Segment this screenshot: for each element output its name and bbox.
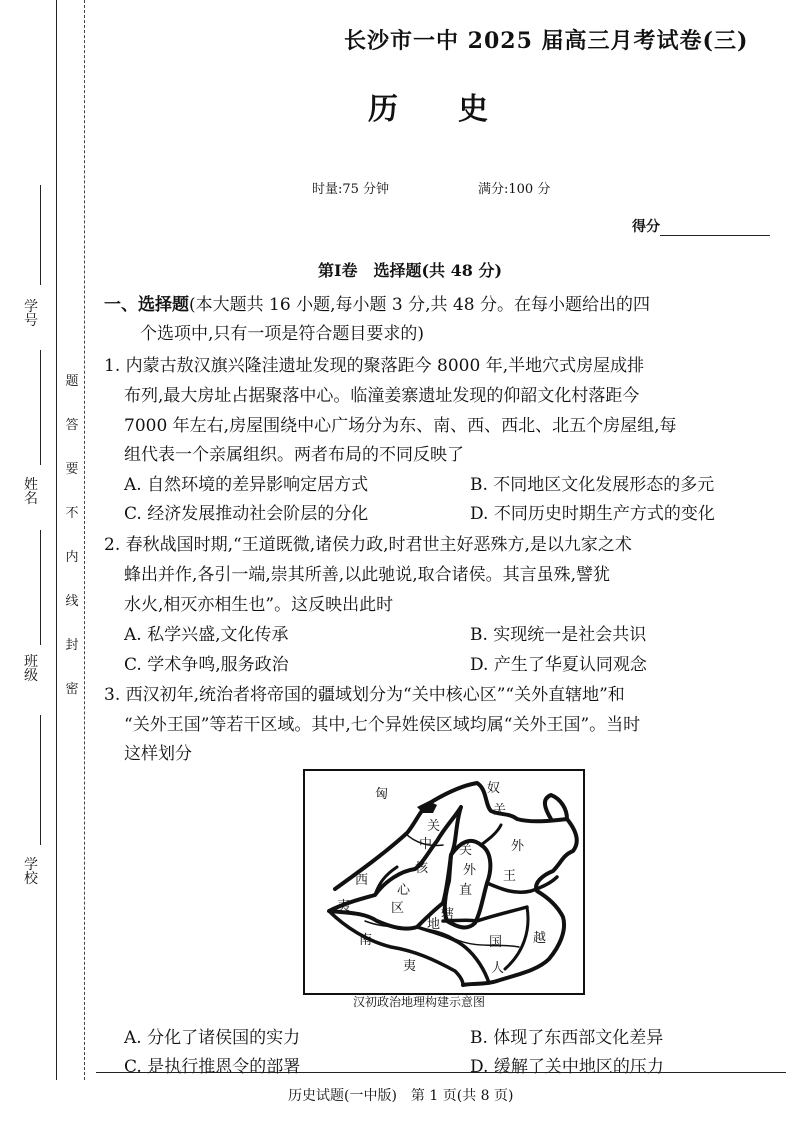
map-label: 人 <box>491 961 505 976</box>
seal-char: 要 <box>65 462 79 477</box>
instruction-line: 个选项中,只有一项是符合题目要求的) <box>140 324 425 344</box>
name-label: 姓名 <box>24 477 38 507</box>
map-label: 外 <box>511 839 525 854</box>
map-label: 夷 <box>403 959 417 974</box>
seal-char: 不 <box>65 506 79 521</box>
map-label: 关 <box>493 803 507 818</box>
score-blank[interactable] <box>660 221 770 236</box>
volume-title: 第Ⅰ卷 选择题(共 48 分) <box>318 261 503 280</box>
q3-option-d[interactable]: D. 缓解了关中地区的压力 <box>470 1057 664 1077</box>
q1-option-d[interactable]: D. 不同历史时期生产方式的变化 <box>470 504 715 524</box>
q2-option-c[interactable]: C. 学术争鸣,服务政治 <box>124 655 289 675</box>
name-blank[interactable] <box>40 350 41 465</box>
seal-char: 密 <box>65 682 79 697</box>
map-drawing <box>305 771 583 993</box>
q1-option-b[interactable]: B. 不同地区文化发展形态的多元 <box>470 475 715 495</box>
han-map <box>303 769 585 995</box>
question-1-line: 1. 内蒙古敖汉旗兴隆洼遗址发现的聚落距今 8000 年,半地穴式房屋成排 <box>104 356 645 376</box>
question-3-line: 3. 西汉初年,统治者将帝国的疆域划分为“关中核心区”“关外直辖地”和 <box>104 685 625 705</box>
exam-time: 时量:75 分钟 <box>312 182 390 197</box>
map-label: 关 <box>459 843 473 858</box>
map-label: 越 <box>533 931 547 946</box>
score-label: 得分 <box>632 219 660 235</box>
subject-title: 历史 <box>368 92 548 127</box>
seal-char: 题 <box>65 374 79 389</box>
question-2-line: 蜂出并作,各引一端,崇其所善,以此驰说,取合诸侯。其言虽殊,譬犹 <box>124 565 611 585</box>
map-label: 外 <box>463 863 477 878</box>
map-label: 直 <box>459 883 473 898</box>
binding-line <box>56 0 57 1080</box>
q1-option-a[interactable]: A. 自然环境的差异影响定居方式 <box>124 475 369 495</box>
class-blank[interactable] <box>40 530 41 645</box>
question-1-line: 组代表一个亲属组织。两者布局的不同反映了 <box>124 445 464 465</box>
seal-line <box>84 0 85 1080</box>
seal-char: 封 <box>65 638 79 653</box>
q2-option-b[interactable]: B. 实现统一是社会共识 <box>470 625 647 645</box>
school-blank[interactable] <box>40 715 41 845</box>
map-label: 夷 <box>337 899 351 914</box>
footer-divider <box>96 1072 786 1073</box>
q3-option-c[interactable]: C. 是执行推恩令的部署 <box>124 1057 301 1077</box>
instruction-line: (本大题共 16 小题,每小题 3 分,共 48 分。在每小题给出的四 <box>189 295 650 315</box>
q3-option-b[interactable]: B. 体现了东西部文化差异 <box>470 1028 664 1048</box>
student-id-blank[interactable] <box>40 185 41 285</box>
map-caption: 汉初政治地理构建示意图 <box>353 995 486 1009</box>
question-3-line: 这样划分 <box>124 744 192 764</box>
map-label: 西 <box>355 873 369 888</box>
score-field[interactable] <box>632 216 770 236</box>
part-instruction <box>104 290 650 315</box>
page-footer: 历史试题(一中版) 第 1 页(共 8 页) <box>288 1088 514 1104</box>
map-label: 关 <box>427 819 441 834</box>
seal-char: 内 <box>65 550 79 565</box>
question-2-line: 2. 春秋战国时期,“王道既微,诸侯力政,时君世主好恶殊方,是以九家之术 <box>104 535 632 555</box>
part-heading: 一、选择题 <box>104 295 189 315</box>
question-3-line: “关外王国”等若干区域。其中,七个异姓侯区域均属“关外王国”。当时 <box>124 715 641 735</box>
map-label: 辖 <box>441 907 455 922</box>
map-label: 南 <box>359 933 373 948</box>
q2-option-a[interactable]: A. 私学兴盛,文化传承 <box>124 625 289 645</box>
map-label: 核 <box>415 861 429 876</box>
student-id-label: 学号 <box>24 299 38 329</box>
question-1-line: 布列,最大房址占据聚落中心。临潼姜寨遗址发现的仰韶文化村落距今 <box>124 386 640 406</box>
q3-option-a[interactable]: A. 分化了诸侯国的实力 <box>124 1028 301 1048</box>
exam-title: 长沙市一中 2025 届高三月考试卷(三) <box>344 28 749 54</box>
seal-char: 线 <box>65 594 79 609</box>
map-label: 国 <box>489 935 503 950</box>
map-label: 区 <box>391 901 405 916</box>
question-2-line: 水火,相灭亦相生也”。这反映出此时 <box>124 595 394 615</box>
class-label: 班级 <box>24 654 38 684</box>
map-label: 地 <box>427 917 441 932</box>
map-label: 心 <box>397 883 411 898</box>
map-label: 中 <box>419 837 433 852</box>
map-label: 王 <box>503 869 517 884</box>
full-score: 满分:100 分 <box>478 182 551 197</box>
map-label: 匈 <box>375 787 389 802</box>
map-label: 奴 <box>487 781 501 796</box>
question-1-line: 7000 年左右,房屋围绕中心广场分为东、南、西、西北、北五个房屋组,每 <box>124 416 677 436</box>
seal-char: 答 <box>65 418 79 433</box>
q1-option-c[interactable]: C. 经济发展推动社会阶层的分化 <box>124 504 369 524</box>
school-label: 学校 <box>24 857 38 887</box>
q2-option-d[interactable]: D. 产生了华夏认同观念 <box>470 655 647 675</box>
